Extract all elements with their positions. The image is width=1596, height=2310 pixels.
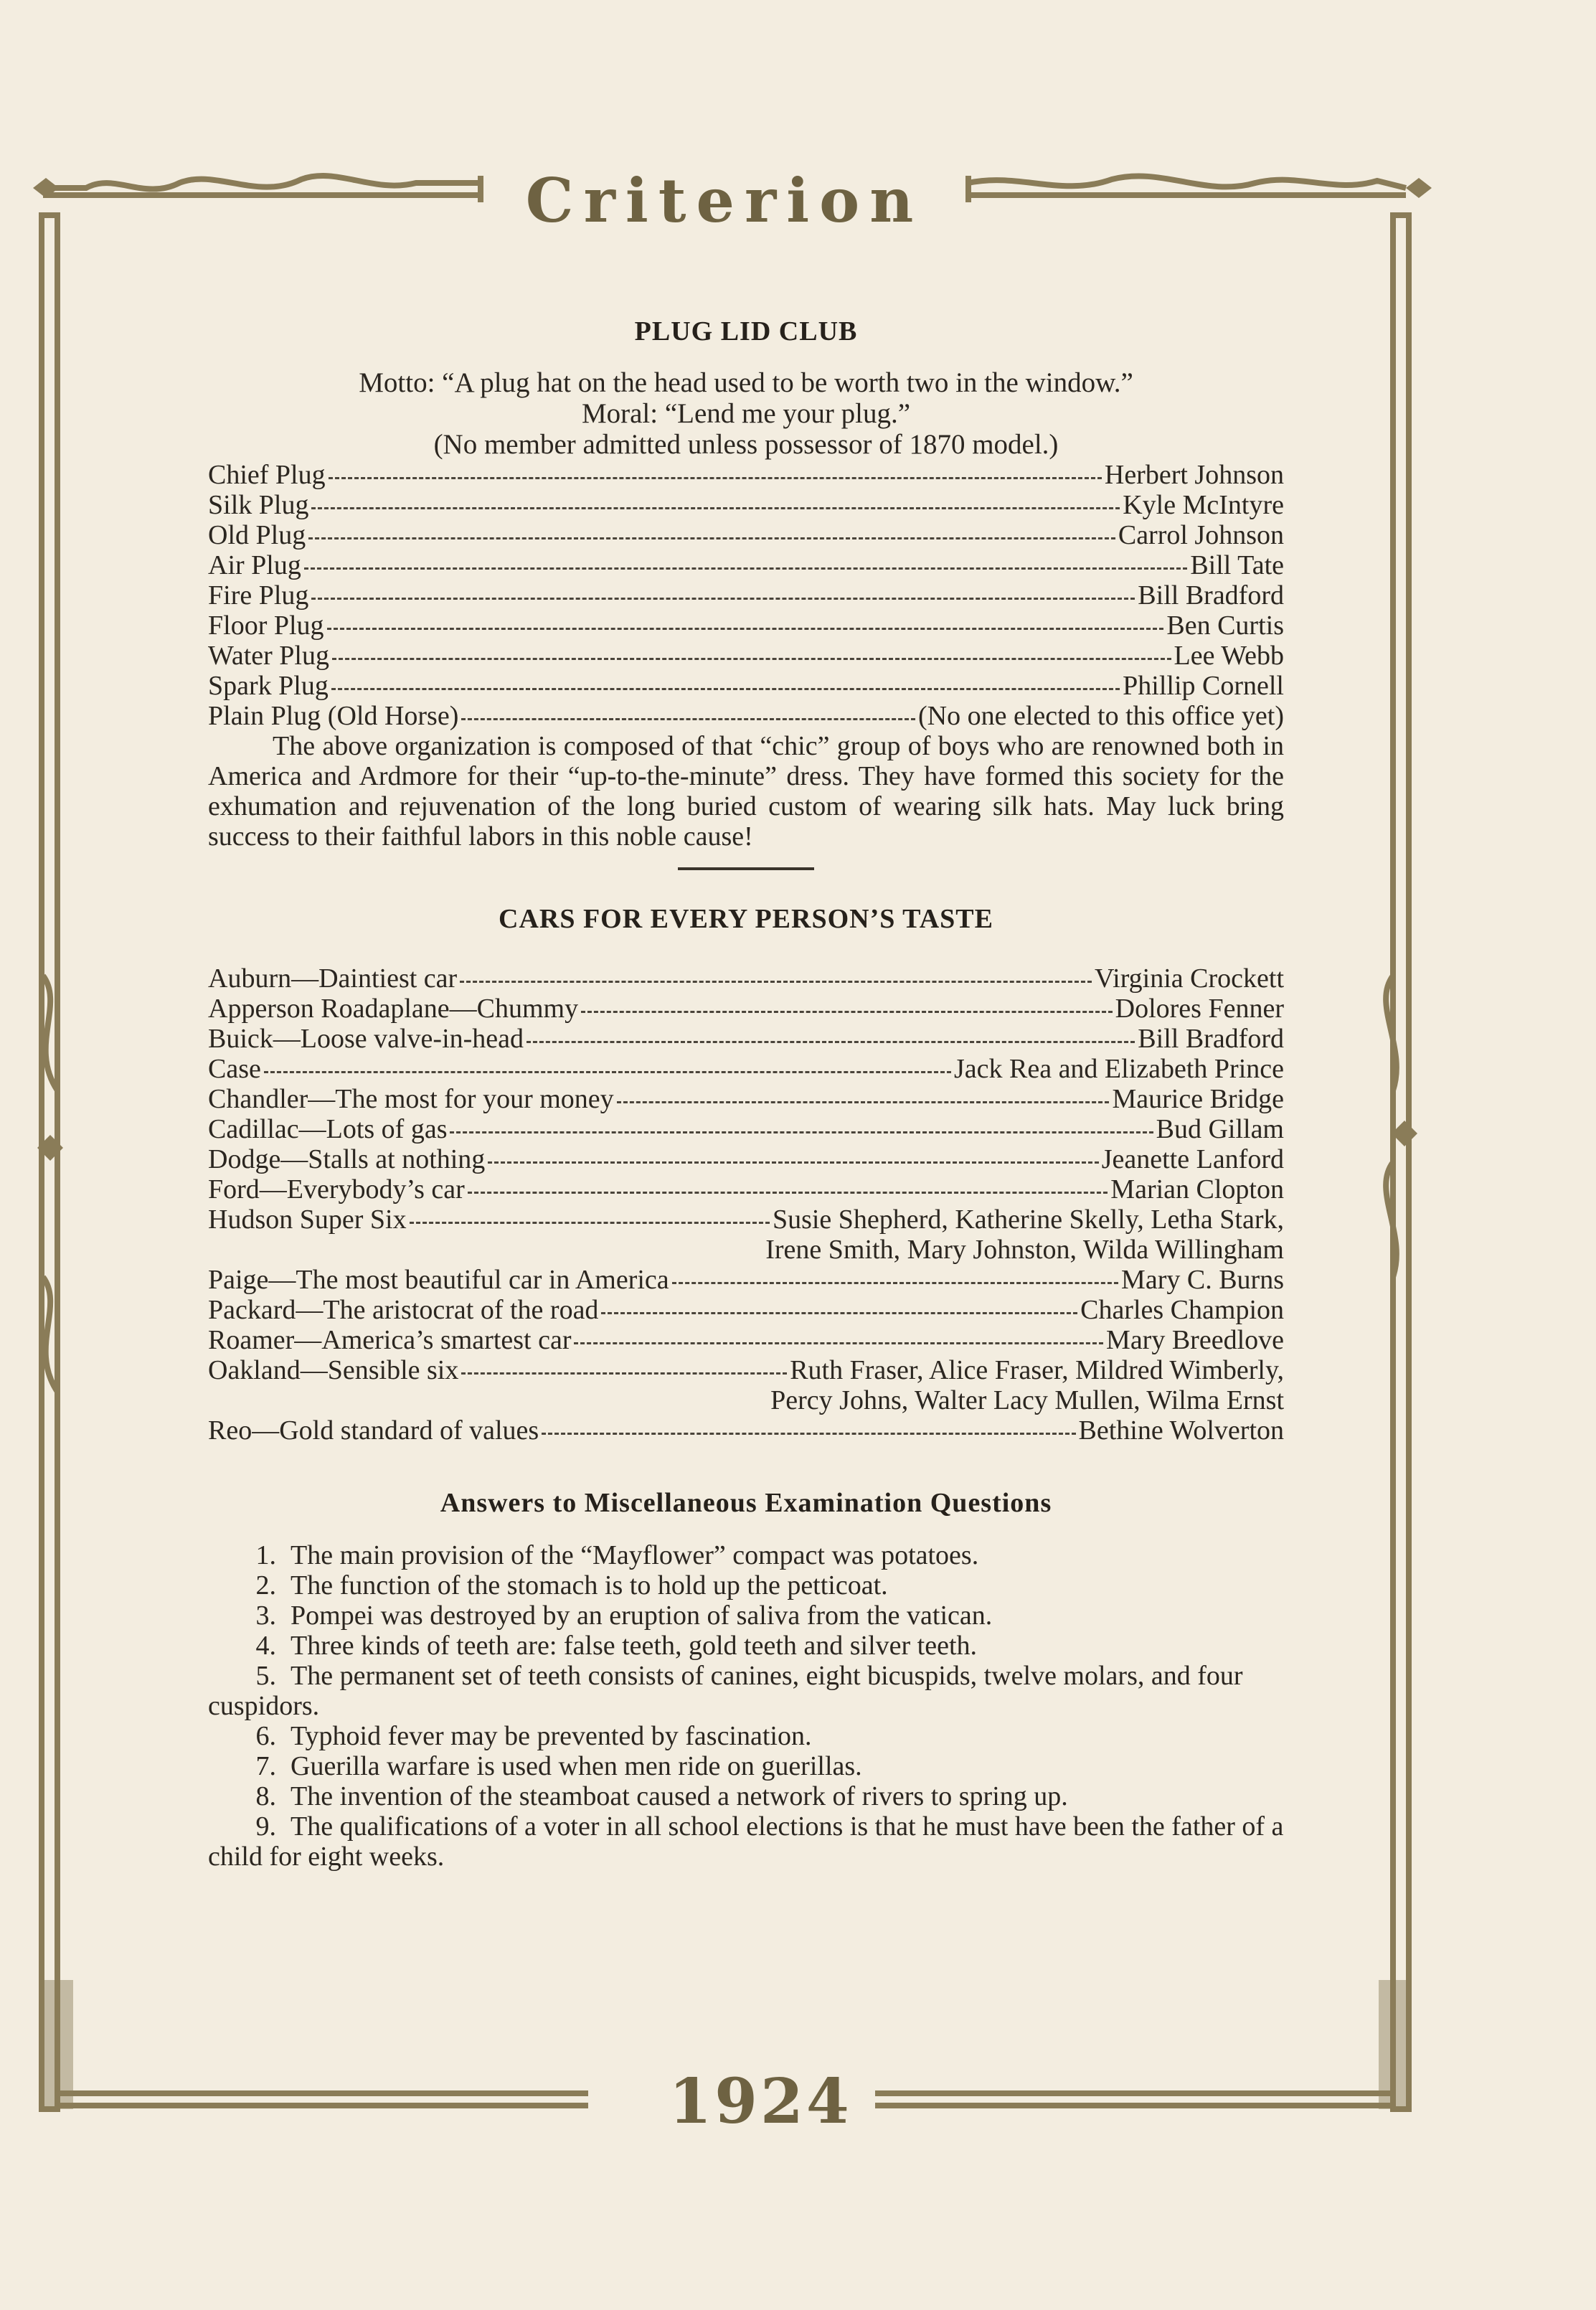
leader-dots (672, 1282, 1118, 1284)
car-name: Case (208, 1054, 261, 1084)
member-role: Silk Plug (208, 490, 309, 520)
cars-heading: CARS FOR EVERY PERSON’S TASTE (499, 904, 993, 934)
car-row (208, 1295, 1284, 1325)
leader-dots (308, 537, 1115, 539)
club-description-text: The above organization is composed of that “chic” group of boys who are renowned both in America and Ardmore for their “up-to-the-minute” dress. They have formed this society for the exhumation and rejuvenation of the long buried custom of wearing silk hats. May luck bring success to their faithful labors in this noble cause! (208, 731, 1284, 852)
answer-text: The main provision of the “Mayflower” compact was potatoes. (291, 1540, 979, 1570)
car-name: Paige—The most beautiful car in America (208, 1265, 669, 1295)
club-member-row (208, 460, 1284, 490)
car-person: Dolores Fenner (1115, 994, 1284, 1024)
leader-dots (331, 688, 1120, 690)
car-person-continuation: Irene Smith, Mary Johnston, Wilda Willingham (765, 1235, 1284, 1265)
answer-item (208, 1570, 1284, 1600)
answer-number: 5. (255, 1661, 276, 1691)
member-name: Carrol Johnson (1118, 520, 1284, 550)
member-name: Bill Bradford (1138, 580, 1284, 610)
car-row (208, 994, 1284, 1024)
leader-dots (450, 1131, 1153, 1133)
leader-dots (488, 1161, 1098, 1164)
member-role: Floor Plug (208, 610, 324, 641)
car-row (208, 1325, 1284, 1355)
car-person: Marian Clopton (1110, 1174, 1284, 1204)
car-name: Dodge—Stalls at nothing (208, 1144, 486, 1174)
car-name: Packard—The aristocrat of the road (208, 1295, 599, 1325)
car-person: Mary C. Burns (1121, 1265, 1284, 1295)
club-member-row (208, 580, 1284, 610)
leader-dots (468, 1192, 1108, 1194)
car-person-continuation: Percy Johns, Walter Lacy Mullen, Wilma Ernst (770, 1385, 1284, 1415)
answer-item (208, 1631, 1284, 1661)
answer-item (208, 1751, 1284, 1781)
leader-dots (461, 1372, 787, 1375)
answer-item (208, 1721, 1284, 1751)
car-person: Jack Rea and Elizabeth Prince (953, 1054, 1284, 1084)
car-row (208, 1355, 1284, 1385)
car-name: Cadillac—Lots of gas (208, 1114, 448, 1144)
club-member-row (208, 641, 1284, 671)
answer-text: Typhoid fever may be prevented by fascination. (291, 1721, 812, 1751)
leader-dots (574, 1342, 1103, 1344)
answer-number: 3. (255, 1600, 276, 1631)
member-name: Lee Webb (1174, 641, 1284, 671)
club-member-row (208, 520, 1284, 550)
leader-dots (460, 981, 1092, 983)
section-divider (678, 867, 814, 870)
answer-number: 7. (255, 1751, 276, 1781)
leader-dots (329, 477, 1102, 479)
leader-dots (410, 1222, 770, 1224)
car-name: Roamer—America’s smartest car (208, 1325, 572, 1355)
leader-dots (327, 628, 1164, 630)
leader-dots (311, 507, 1120, 509)
answers-heading: Answers to Miscellaneous Examination Questions (440, 1488, 1052, 1518)
answer-number: 2. (255, 1570, 276, 1600)
answer-item (208, 1811, 1284, 1872)
cars-section (208, 903, 1284, 1446)
member-role: Air Plug (208, 550, 301, 580)
answer-number: 6. (255, 1721, 276, 1751)
car-row (208, 1054, 1284, 1084)
leader-dots (264, 1071, 951, 1073)
answer-text: Three kinds of teeth are: false teeth, gold teeth and silver teeth. (291, 1631, 978, 1661)
club-member-row (208, 550, 1284, 580)
car-person: Bill Bradford (1138, 1024, 1284, 1054)
answer-item (208, 1661, 1284, 1721)
member-name: Ben Curtis (1166, 610, 1284, 641)
leader-dots (527, 1041, 1135, 1043)
plug-lid-club-section (208, 316, 1284, 870)
member-name: Phillip Cornell (1123, 671, 1284, 701)
answer-number: 1. (255, 1540, 276, 1570)
car-row (208, 1084, 1284, 1114)
club-member-row (208, 610, 1284, 641)
car-row (208, 1144, 1284, 1174)
answer-number: 4. (255, 1631, 276, 1661)
member-name: Herbert Johnson (1104, 460, 1284, 490)
answer-item (208, 1600, 1284, 1631)
car-row (208, 963, 1284, 994)
car-row (208, 1114, 1284, 1144)
answer-number: 9. (255, 1811, 276, 1842)
member-role: Fire Plug (208, 580, 309, 610)
club-member-row (208, 490, 1284, 520)
car-person: Charles Champion (1080, 1295, 1284, 1325)
car-name: Apperson Roadaplane—Chummy (208, 994, 579, 1024)
member-role: Old Plug (208, 520, 306, 550)
car-name: Reo—Gold standard of values (208, 1415, 539, 1446)
plug-lid-club-heading: PLUG LID CLUB (634, 316, 858, 346)
car-row (208, 1204, 1284, 1235)
car-name: Hudson Super Six (208, 1204, 407, 1235)
car-row (208, 1265, 1284, 1295)
car-person: Bud Gillam (1156, 1114, 1284, 1144)
answer-text: The permanent set of teeth consists of canines, eight bicuspids, twelve molars, and four cuspidors. (208, 1661, 1243, 1721)
car-name: Buick—Loose valve-in-head (208, 1024, 524, 1054)
car-row (208, 1415, 1284, 1446)
member-role: Water Plug (208, 641, 329, 671)
leader-dots (581, 1011, 1113, 1013)
member-name: Kyle McIntyre (1123, 490, 1284, 520)
car-person: Jeanette Lanford (1101, 1144, 1284, 1174)
leader-dots (304, 567, 1187, 570)
leader-dots (311, 598, 1135, 600)
yearbook-year: 1924 (669, 2065, 852, 2138)
club-member-row (208, 671, 1284, 701)
answer-text: The invention of the steamboat caused a network of rivers to spring up. (291, 1781, 1068, 1811)
leader-dots (601, 1312, 1077, 1314)
answer-item (208, 1540, 1284, 1570)
answers-section (208, 1487, 1284, 1872)
car-person: Ruth Fraser, Alice Fraser, Mildred Wimberly, (790, 1355, 1284, 1385)
club-moral: Moral: “Lend me your plug.” (581, 398, 911, 429)
car-name: Chandler—The most for your money (208, 1084, 614, 1114)
member-name: (No one elected to this office yet) (918, 701, 1284, 731)
club-note: (No member admitted unless possessor of 1870 model.) (433, 429, 1059, 460)
leader-dots (542, 1433, 1075, 1435)
member-role: Plain Plug (Old Horse) (208, 701, 459, 731)
member-role: Chief Plug (208, 460, 326, 490)
car-person: Virginia Crockett (1094, 963, 1284, 994)
member-role: Spark Plug (208, 671, 329, 701)
car-name: Ford—Everybody’s car (208, 1174, 465, 1204)
car-row (208, 1024, 1284, 1054)
answer-number: 8. (255, 1781, 276, 1811)
car-person: Bethine Wolverton (1078, 1415, 1284, 1446)
yearbook-title: Criterion (525, 165, 924, 236)
club-member-list (208, 460, 1284, 731)
member-name: Bill Tate (1190, 550, 1284, 580)
club-motto: Motto: “A plug hat on the head used to be worth two in the window.” (359, 367, 1133, 398)
car-name: Oakland—Sensible six (208, 1355, 459, 1385)
club-description (208, 731, 1284, 852)
leader-dots (332, 658, 1171, 660)
answer-text: Guerilla warfare is used when men ride on guerillas. (291, 1751, 862, 1781)
page-content (208, 316, 1284, 1872)
answer-text: Pompei was destroyed by an eruption of saliva from the vatican. (291, 1600, 993, 1631)
club-member-row (208, 701, 1284, 731)
car-person: Susie Shepherd, Katherine Skelly, Letha Stark, (772, 1204, 1284, 1235)
answer-text: The function of the stomach is to hold up the petticoat. (291, 1570, 888, 1600)
leader-dots (461, 718, 915, 720)
car-row (208, 1174, 1284, 1204)
car-name: Auburn—Daintiest car (208, 963, 458, 994)
car-person: Maurice Bridge (1112, 1084, 1284, 1114)
leader-dots (617, 1101, 1110, 1103)
car-person: Mary Breedlove (1106, 1325, 1284, 1355)
answer-text: The qualifications of a voter in all school elections is that he must have been the father of a child for eight weeks. (208, 1811, 1284, 1872)
answer-item (208, 1781, 1284, 1811)
